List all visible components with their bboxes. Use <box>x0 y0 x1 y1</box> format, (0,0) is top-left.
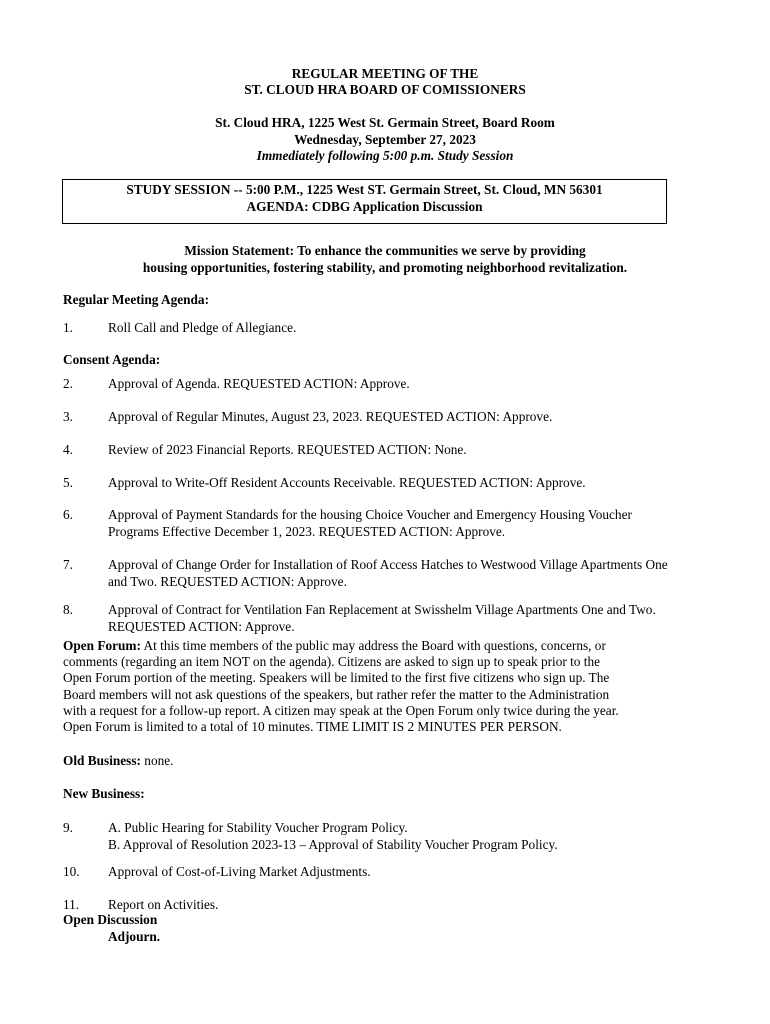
mission-statement <box>0 242 770 276</box>
item-number: 6. <box>63 507 73 522</box>
mission-line-2: housing opportunities, fostering stability, and promoting neighborhood revitalization. <box>142 260 628 275</box>
open-forum-text: Board members will not ask questions of the speakers, but rather refer the matter to the Administration <box>63 686 610 702</box>
old-business-value: none. <box>140 753 174 768</box>
open-forum-text: Open Forum portion of the meeting. Speakers will be limited to the first five citizens who sign up. The <box>63 670 610 686</box>
item-number: 5. <box>63 475 73 490</box>
item-text: Approval of Regular Minutes, August 23, 2023. REQUESTED ACTION: Approve. <box>108 409 553 424</box>
consent-agenda-heading: Consent Agenda: <box>63 352 161 367</box>
item-text-line-2: Programs Effective December 1, 2023. REQUESTED ACTION: Approve. <box>108 524 506 539</box>
item-number: 11. <box>63 897 80 912</box>
item-number: 4. <box>63 442 73 457</box>
item-text-line-2: B. Approval of Resolution 2023-13 – Approval of Stability Voucher Program Policy. <box>108 837 558 852</box>
item-number: 9. <box>63 820 73 835</box>
item-number: 7. <box>63 557 73 572</box>
item-text: Approval to Write-Off Resident Accounts Receivable. REQUESTED ACTION: Approve. <box>108 475 586 490</box>
item-text <box>108 601 708 635</box>
title-line-1: REGULAR MEETING OF THE <box>291 66 479 81</box>
meeting-location: St. Cloud HRA, 1225 West St. Germain Street, Board Room <box>215 115 555 130</box>
item-number: 8. <box>63 602 73 617</box>
meeting-details <box>0 115 770 165</box>
open-forum-text: Open Forum is limited to a total of 10 minutes. TIME LIMIT IS 2 MINUTES PER PERSON. <box>63 719 562 735</box>
item-text-line-1: Approval of Payment Standards for the housing Choice Voucher and Emergency Housing Voucher <box>108 507 632 522</box>
study-session-box <box>62 179 667 224</box>
item-text <box>108 506 708 540</box>
open-forum-text: with a request for a follow-up report. A citizen may speak at the Open Forum only twice during the year. <box>63 702 619 718</box>
item-text-line-2: REQUESTED ACTION: Approve. <box>108 619 295 634</box>
item-text: Roll Call and Pledge of Allegiance. <box>108 320 297 335</box>
item-number: 2. <box>63 376 73 391</box>
title-line-2: ST. CLOUD HRA BOARD OF COMISSIONERS <box>244 82 526 97</box>
item-text: Approval of Cost-of-Living Market Adjustments. <box>108 864 371 879</box>
meeting-timing: Immediately following 5:00 p.m. Study Session <box>256 148 514 163</box>
meeting-date: Wednesday, September 27, 2023 <box>294 131 476 147</box>
item-number: 1. <box>63 320 73 335</box>
open-forum-label: Open Forum: <box>63 638 141 653</box>
item-text-line-1: Approval of Contract for Ventilation Fan Replacement at Swisshelm Village Apartments One and Two. <box>108 602 656 617</box>
study-session-line: STUDY SESSION -- 5:00 P.M., 1225 West ST. Germain Street, St. Cloud, MN 56301 <box>126 182 603 197</box>
old-business <box>63 753 173 769</box>
new-business-heading: New Business: <box>63 786 145 801</box>
old-business-label: Old Business: <box>63 753 141 768</box>
item-text <box>108 819 708 853</box>
open-forum-text: At this time members of the public may address the Board with questions, concerns, or <box>140 638 606 653</box>
item-text <box>108 556 708 590</box>
adjourn: Adjourn. <box>108 929 161 944</box>
open-forum-paragraph <box>63 638 713 735</box>
meeting-title <box>0 66 770 98</box>
open-forum-text: comments (regarding an item NOT on the agenda). Citizens are asked to sign up to speak prior to the <box>63 654 601 670</box>
item-number: 10. <box>63 864 80 879</box>
item-text-line-1: Approval of Change Order for Installation of Roof Access Hatches to Westwood Village Apartments One <box>108 557 668 572</box>
item-number: 3. <box>63 409 73 424</box>
item-text: Report on Activities. <box>108 897 219 912</box>
item-text-line-1: A. Public Hearing for Stability Voucher Program Policy. <box>108 820 408 835</box>
item-text: Review of 2023 Financial Reports. REQUESTED ACTION: None. <box>108 442 467 457</box>
mission-line-1: Mission Statement: To enhance the communities we serve by providing <box>184 243 586 258</box>
regular-agenda-heading: Regular Meeting Agenda: <box>63 292 210 307</box>
study-agenda-line: AGENDA: CDBG Application Discussion <box>246 199 483 214</box>
item-text-line-2: and Two. REQUESTED ACTION: Approve. <box>108 574 347 589</box>
item-text: Approval of Agenda. REQUESTED ACTION: Approve. <box>108 376 410 391</box>
open-discussion: Open Discussion <box>63 912 158 927</box>
